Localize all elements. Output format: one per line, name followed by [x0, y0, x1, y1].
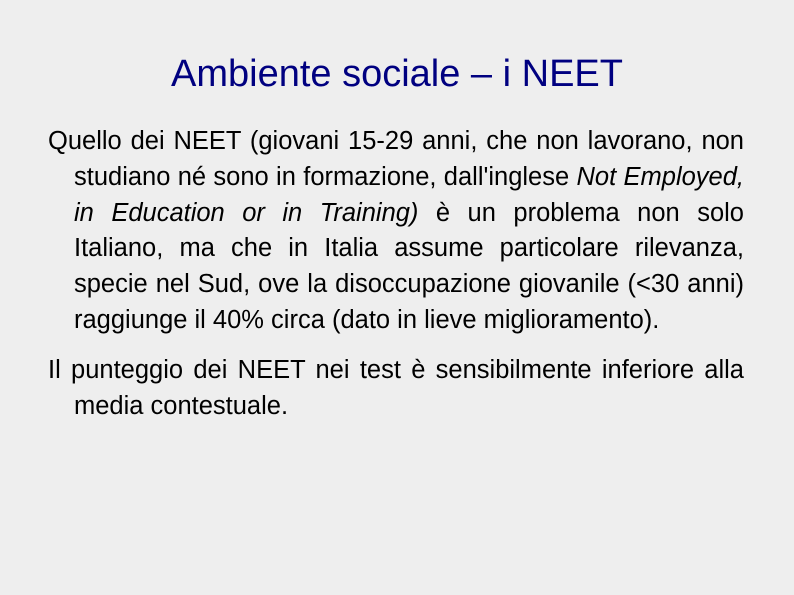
paragraph-text-end: è un problema non solo Italiano, ma che in Italia assume particolare rilevanza, specie nel Sud, ove la disoccupazione giovanile (<30 anni) raggiunge il 40% circa (dato in lieve miglioramento). [74, 198, 744, 334]
paragraph-neet-definition [48, 124, 744, 339]
slide-title: Ambiente sociale – i NEET [171, 53, 623, 95]
paragraph-text-start: Quello dei NEET (giovani 15-29 anni, che non lavorano, non studiano né sono in formazione, dall'inglese [48, 127, 744, 191]
paragraph-text-italic: Not Employed, in Education or in Training) [74, 162, 744, 227]
paragraph-neet-test-scores: Il punteggio dei NEET nei test è sensibilmente inferiore alla media contestuale. [48, 355, 744, 420]
slide-body [48, 124, 744, 424]
